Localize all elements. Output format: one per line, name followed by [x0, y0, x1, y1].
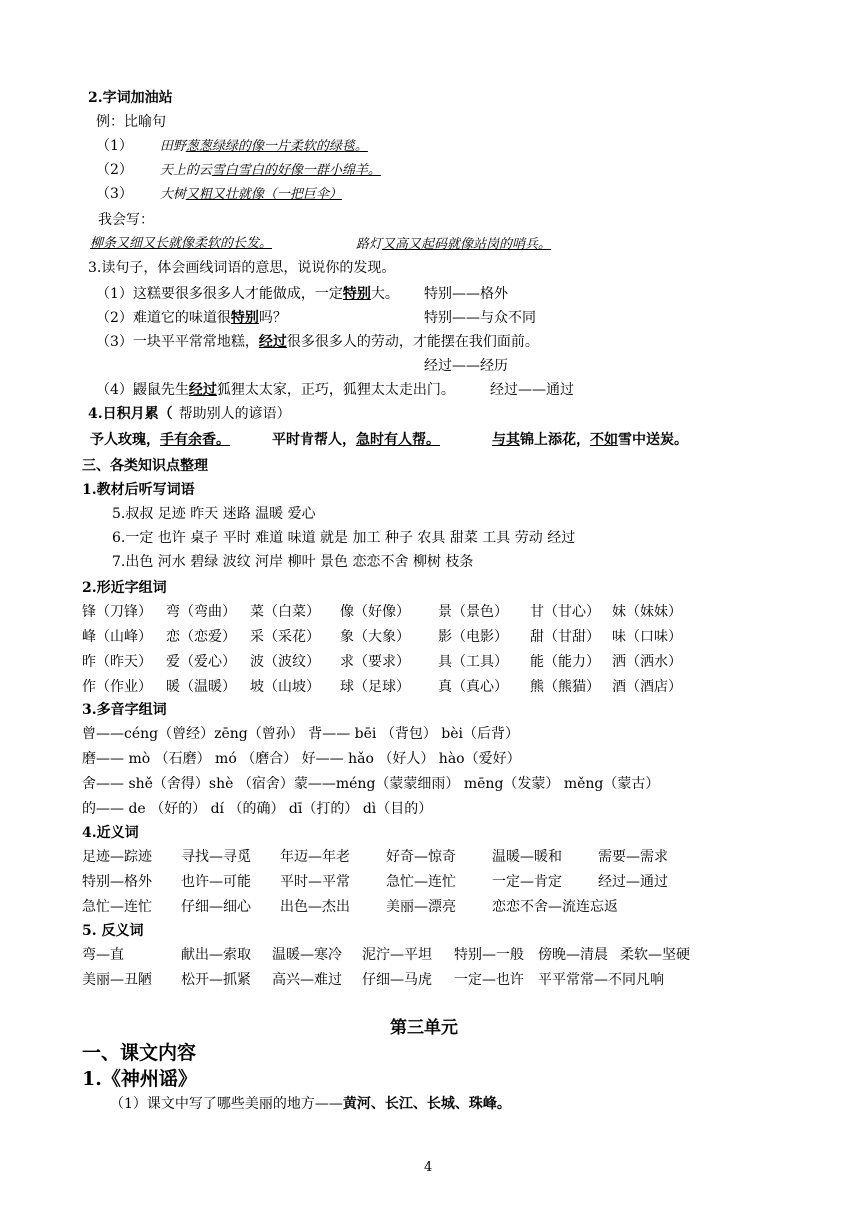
- polyphone-row-4: 的—— de （好的） dí （的确） dī（打的） dì（目的）: [82, 801, 433, 817]
- question-answer: 黄河、长江、长城、珠峰。: [342, 1096, 511, 1112]
- similar-char-cell: 熊（熊猫）: [530, 679, 600, 695]
- item-text: 天上的云: [159, 163, 212, 178]
- written-sentence-1: 柳条又细又长就像柔软的长发。: [90, 236, 273, 251]
- question-text: （1）课文中写了哪些美丽的地方——: [110, 1096, 343, 1112]
- section-title-word-station: 2.字词加油站: [88, 90, 173, 106]
- proverb-underlined: 不如: [590, 432, 618, 448]
- k1-title: 1.教材后听写词语: [82, 482, 195, 498]
- section-title-text: 4.日积月累（: [88, 406, 173, 422]
- proverb-1: [90, 430, 230, 450]
- synonym-cell: 特别—格外: [82, 874, 152, 890]
- similar-char-cell: 菜（白菜）: [250, 604, 320, 620]
- antonym-cell: 仔细—马虎: [362, 972, 432, 988]
- similar-char-cell: 味（口味）: [612, 629, 682, 645]
- k5-title: 5. 反义词: [82, 923, 144, 939]
- dictation-line-6: 6.一定 也许 桌子 平时 难道 味道 就是 加工 种子 农具 甜菜 工具 劳动 经过: [112, 530, 576, 546]
- meaning-1: 特别——格外: [424, 286, 508, 302]
- antonym-cell: 泥泞—平坦: [362, 947, 432, 963]
- sentence-text: （3）一块平平常常地糕，: [96, 334, 259, 350]
- polyphone-row-3: 舍—— shě（舍得）shè （宿舍）蒙——méng（蒙蒙细雨） mēng（发蒙） měng（蒙古）: [82, 776, 660, 792]
- synonym-cell: 恋恋不舍—流连忘返: [492, 899, 618, 915]
- similar-char-cell: 昨（昨天）: [82, 654, 152, 670]
- antonym-cell: 平平常常—不同凡响: [538, 972, 664, 988]
- item-number: （3）: [96, 186, 133, 202]
- similar-char-cell: 采（采花）: [250, 629, 320, 645]
- similar-char-cell: 波（波纹）: [250, 654, 320, 670]
- similar-char-cell: 酒（酒店）: [612, 679, 682, 695]
- item-text: 大树: [159, 187, 186, 202]
- similar-char-cell: 甜（甘甜）: [530, 629, 600, 645]
- question-1: [110, 1094, 511, 1114]
- synonym-cell: 出色—杰出: [280, 899, 350, 915]
- sentence-text: （1）这糕要很多很多人才能做成，一定: [96, 286, 343, 302]
- similar-char-cell: 作（作业）: [82, 679, 152, 695]
- proverb-text: 锦上添花，: [520, 432, 590, 448]
- similar-char-cell: 具（工具）: [438, 654, 508, 670]
- proverb-3: [492, 430, 688, 450]
- item-underlined-text: 葱葱绿绿的像一片柔软的绿毯。: [185, 139, 368, 154]
- lesson-title: 1.《神州谣》: [82, 1068, 197, 1090]
- polyphone-row-2: 磨—— mò （石磨） mó （磨合） 好—— hǎo （好人） hào（爱好）: [82, 751, 521, 767]
- unit-title: 第三单元: [390, 1018, 458, 1038]
- similar-char-cell: 能（能力）: [530, 654, 600, 670]
- sentence-text: 狐狸太太家，正巧，狐狸太太走出门。: [216, 382, 455, 398]
- synonym-cell: 也许—可能: [181, 874, 251, 890]
- k3-title: 3.多音字组词: [82, 702, 167, 718]
- similar-char-cell: 洒（洒水）: [612, 654, 682, 670]
- item-number: （2）: [96, 162, 133, 178]
- written-text: 路灯: [356, 237, 383, 252]
- synonym-cell: 年迈—年老: [280, 849, 350, 865]
- dictation-line-5: 5.叔叔 足迹 昨天 迷路 温暖 爱心: [112, 506, 316, 522]
- similar-char-cell: 恋（恋爱）: [166, 629, 236, 645]
- antonym-cell: 献出—索取: [181, 947, 251, 963]
- synonym-cell: 足迹—踪迹: [82, 849, 152, 865]
- item-underlined-text: 雪白雪白的好像一群小绵羊。: [211, 163, 381, 178]
- item-underlined-text: 又粗又壮就像（一把巨伞）: [185, 187, 342, 202]
- antonym-cell: 特别—一般: [454, 947, 524, 963]
- similar-char-cell: 景（景色）: [438, 604, 508, 620]
- antonym-cell: 弯—直: [82, 947, 124, 963]
- section-title-read-sentences: 3.读句子，体会画线词语的意思，说说你的发现。: [88, 260, 396, 276]
- section-title-proverbs: [88, 404, 291, 424]
- similar-char-cell: 甘（甘心）: [530, 604, 600, 620]
- underlined-word: 经过: [258, 334, 287, 350]
- written-underlined-text: 又高又起码就像站岗的哨兵。: [382, 237, 552, 252]
- antonym-cell: 傍晚—清晨: [538, 947, 608, 963]
- antonym-cell: 松开—抓紧: [181, 972, 251, 988]
- sentence-1: [96, 284, 399, 304]
- k4-title: 4.近义词: [82, 825, 139, 841]
- meaning-4: 经过——通过: [490, 382, 574, 398]
- sentence-text: 吗？: [258, 310, 287, 326]
- similar-char-cell: 求（要求）: [340, 654, 410, 670]
- meaning-2: 特别——与众不同: [424, 310, 536, 326]
- proverb-2: [272, 430, 440, 450]
- meaning-3: 经过——经历: [424, 358, 508, 374]
- antonym-cell: 一定—也许: [454, 972, 524, 988]
- item-number: （1）: [96, 138, 133, 154]
- synonym-cell: 经过—通过: [598, 874, 668, 890]
- synonym-cell: 一定—肯定: [492, 874, 562, 890]
- proverb-text: 予人玫瑰，: [90, 432, 160, 448]
- synonym-cell: 急忙—连忙: [386, 874, 456, 890]
- similar-char-cell: 爱（爱心）: [166, 654, 236, 670]
- proverb-text: 雪中送炭。: [618, 432, 688, 448]
- i-write-label: 我会写：: [98, 212, 154, 228]
- similar-char-cell: 坡（山坡）: [250, 679, 320, 695]
- similar-char-cell: 峰（山峰）: [82, 629, 152, 645]
- antonym-cell: 温暖—寒冷: [272, 947, 342, 963]
- similar-char-cell: 真（真心）: [438, 679, 508, 695]
- sentence-4: [96, 380, 455, 400]
- sentence-2: [96, 308, 287, 328]
- proverb-text: 平时肯帮人，: [272, 432, 356, 448]
- synonym-cell: 寻找—寻觅: [181, 849, 251, 865]
- polyphone-row-1: 曾——céng（曾经）zēng（曾孙） 背—— bēi （背包） bèi（后背）: [82, 726, 519, 742]
- proverb-underlined: 手有余香。: [160, 432, 230, 448]
- synonym-cell: 需要—需求: [598, 849, 668, 865]
- part1-title: 一、课文内容: [82, 1042, 197, 1064]
- written-sentence-2: [356, 234, 551, 255]
- similar-char-cell: 弯（弯曲）: [166, 604, 236, 620]
- page-number: 4: [424, 1160, 433, 1175]
- sentence-text: （2）难道它的味道很: [96, 310, 231, 326]
- k2-title: 2.形近字组词: [82, 580, 167, 596]
- antonym-cell: 高兴—难过: [272, 972, 342, 988]
- synonym-cell: 急忙—连忙: [82, 899, 152, 915]
- sentence-text: 大。: [370, 286, 399, 302]
- example-label: 例：比喻句: [96, 114, 166, 130]
- synonym-cell: 平时—平常: [280, 874, 350, 890]
- similar-char-cell: 妹（妹妹）: [612, 604, 682, 620]
- example-item-2: [96, 160, 381, 181]
- sentence-text: 很多很多人的劳动，才能摆在我们面前。: [286, 334, 539, 350]
- underlined-word: 特别: [342, 286, 371, 302]
- part3-title: 三、各类知识点整理: [82, 458, 208, 474]
- antonym-cell: 柔软—坚硬: [620, 947, 690, 963]
- dictation-line-7: 7.出色 河水 碧绿 波纹 河岸 柳叶 景色 恋恋不舍 柳树 枝条: [112, 554, 474, 570]
- section-title-note: 帮助别人的谚语）: [178, 406, 291, 422]
- similar-char-cell: 影（电影）: [438, 629, 508, 645]
- underlined-word: 经过: [188, 382, 217, 398]
- similar-char-cell: 球（足球）: [340, 679, 410, 695]
- underlined-word: 特别: [230, 310, 259, 326]
- similar-char-cell: 锋（刀锋）: [82, 604, 152, 620]
- similar-char-cell: 像（好像）: [340, 604, 410, 620]
- proverb-underlined: 急时有人帮。: [356, 432, 440, 448]
- antonym-cell: 美丽—丑陋: [82, 972, 152, 988]
- synonym-cell: 好奇—惊奇: [386, 849, 456, 865]
- synonym-cell: 温暖—暖和: [492, 849, 562, 865]
- similar-char-cell: 象（大象）: [340, 629, 410, 645]
- synonym-cell: 仔细—细心: [181, 899, 251, 915]
- synonym-cell: 美丽—漂亮: [386, 899, 456, 915]
- proverb-underlined: 与其: [492, 432, 520, 448]
- sentence-text: （4）鼹鼠先生: [96, 382, 189, 398]
- example-item-1: [96, 136, 368, 157]
- example-item-3: [96, 184, 342, 205]
- similar-char-cell: 暖（温暖）: [166, 679, 236, 695]
- sentence-3: [96, 332, 539, 352]
- item-text: 田野: [159, 139, 186, 154]
